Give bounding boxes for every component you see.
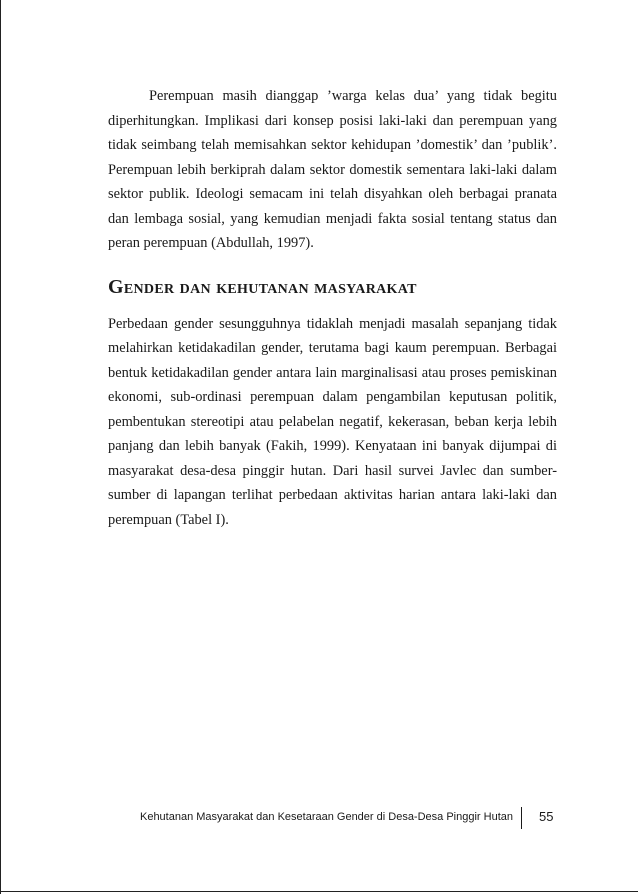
running-title: Kehutanan Masyarakat dan Kesetaraan Gender di Desa-Desa Pinggir Hutan	[139, 811, 513, 823]
paragraph-1: Perempuan masih dianggap ’warga kelas dua’ yang tidak begitu diperhitungkan. Implikasi dari konsep posisi laki-laki dan perempuan yang tidak seimbang telah memisahkan sektor kehidupan ’domestik’ dan ’publik’. Perempuan lebih berkiprah dalam sektor domestik sementara laki-laki dalam sektor publik. Ideologi semacam ini telah disyahkan oleh berbagai pranata dan lembaga sosial, yang kemudian menjadi fakta sosial tentang status dan peran perempuan (Abdullah, 1997).	[108, 88, 557, 251]
page-number: 55	[539, 809, 554, 824]
page-footer	[0, 807, 638, 829]
body-text	[108, 84, 557, 532]
section-heading: Gender dan kehutanan masyarakat	[108, 275, 417, 298]
page-bottom-edge	[0, 891, 638, 892]
page-left-edge	[0, 0, 1, 894]
footer-divider	[521, 807, 522, 829]
paragraph-2: Perbedaan gender sesungguhnya tidaklah menjadi masalah sepanjang tidak melahirkan ketidakadilan gender, terutama bagi kaum perempuan. Berbagai bentuk ketidakadilan gender antara lain marginalisasi atau proses pemiskinan ekonomi, sub-ordinasi perempuan dalam pengambilan keputusan politik, pembentukan stereotipi atau pelabelan negatif, kekerasan, beban kerja lebih panjang dan lebih banyak (Fakih, 1999). Kenyataan ini banyak dijumpai di masyarakat desa-desa pinggir hutan. Dari hasil survei Javlec dan sumber-sumber di lapangan terlihat perbedaan aktivitas harian antara laki-laki dan perempuan (Tabel I).	[108, 315, 557, 528]
